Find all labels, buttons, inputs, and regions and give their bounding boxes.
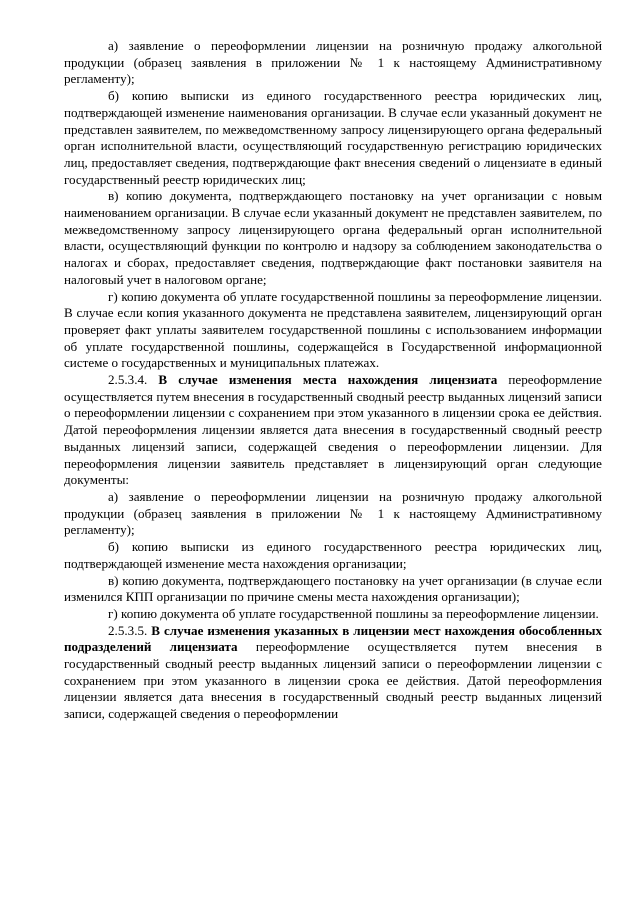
section-number: 2.5.3.5. (108, 622, 152, 638)
section-number: 2.5.3.4. (108, 372, 159, 388)
paragraph-renewal-application-2: а) заявление о переоформлении лицензии на розничную продажу алкогольной продукции (образец заявления в приложении № 1 к настоящему Административному регламенту); (64, 488, 602, 538)
section-2-5-3-5 (64, 623, 602, 723)
paragraph-tax-registration-2: в) копию документа, подтверждающего постановку на учет организации (в случае если изменился КПП организации по причине смены места нахождения организации); (64, 572, 602, 605)
section-heading: В случае изменения места нахождения лицензиата (158, 372, 498, 388)
document-page (64, 38, 602, 723)
section-text: переоформление осуществляется путем внесения в государственный сводный реестр выданных лицензий записи о переоформлении лицензии с сохранением при этом указанного в лицензии срока ее действия. Датой переоформления лицензии является дата внесения в государственный сводный реестр выданных лицензий записи, содержащей сведения о переоформлении лицензии. Для переоформления лицензии заявитель представляет в лицензирующий орган следующие документы: (64, 372, 602, 488)
paragraph-state-fee-2: г) копию документа об уплате государственной пошлины за переоформление лицензии. (108, 605, 599, 621)
section-2-5-3-4 (64, 372, 602, 489)
paragraph-tax-registration: в) копию документа, подтверждающего постановку на учет организации с новым наименованием организации. В случае если указанный документ не представлен заявителем, по межведомственному запросу лицензирующего органа федеральный орган исполнительной власти, осуществляющий функции по контролю и надзору за соблюдением законодательства о налогах и сборах, предоставляет сведения, подтверждающие факт постановки заявителя на налоговый учет в налоговом органе; (64, 188, 602, 287)
paragraph-registry-extract: б) копию выписки из единого государственного реестра юридических лиц, подтверждающей изменение наименования организации. В случае если указанный документ не представлен заявителем, по межведомственному запросу лицензирующего органа федеральный орган исполнительной власти, осуществляющий государственную регистрацию юридических лиц, предоставляет сведения, подтверждающие факт внесения сведений о лицензиате в единый государственный реестр юридических лиц; (64, 88, 602, 187)
paragraph-state-fee: г) копию документа об уплате государственной пошлины за переоформление лицензии. В случае если копия указанного документа не представлена заявителем, лицензирующий орган проверяет факт уплаты заявителем государственной пошлины с использованием информации об уплате государственной пошлины, содержащейся в Государственной информационной системе о государственных и муниципальных платежах. (64, 288, 602, 371)
paragraph-renewal-application: а) заявление о переоформлении лицензии на розничную продажу алкогольной продукции (образец заявления в приложении № 1 к настоящему Административному регламенту); (64, 38, 602, 87)
section-heading: В случае изменения указанных в лицензии мест нахождения обособленных подразделений лицензиата (64, 622, 602, 655)
paragraph-registry-extract-2: б) копию выписки из единого государственного реестра юридических лиц, подтверждающей изменение места нахождения организации; (64, 539, 602, 571)
section-text: переоформление осуществляется путем внесения в государственный сводный реестр выданных лицензий записи о переоформлении лицензии с сохранением при этом указанного в лицензии срока ее действия. Датой переоформления лицензии является дата внесения в государственный сводный реестр выданных лицензий записи, содержащей сведения о переоформлении (64, 639, 602, 722)
